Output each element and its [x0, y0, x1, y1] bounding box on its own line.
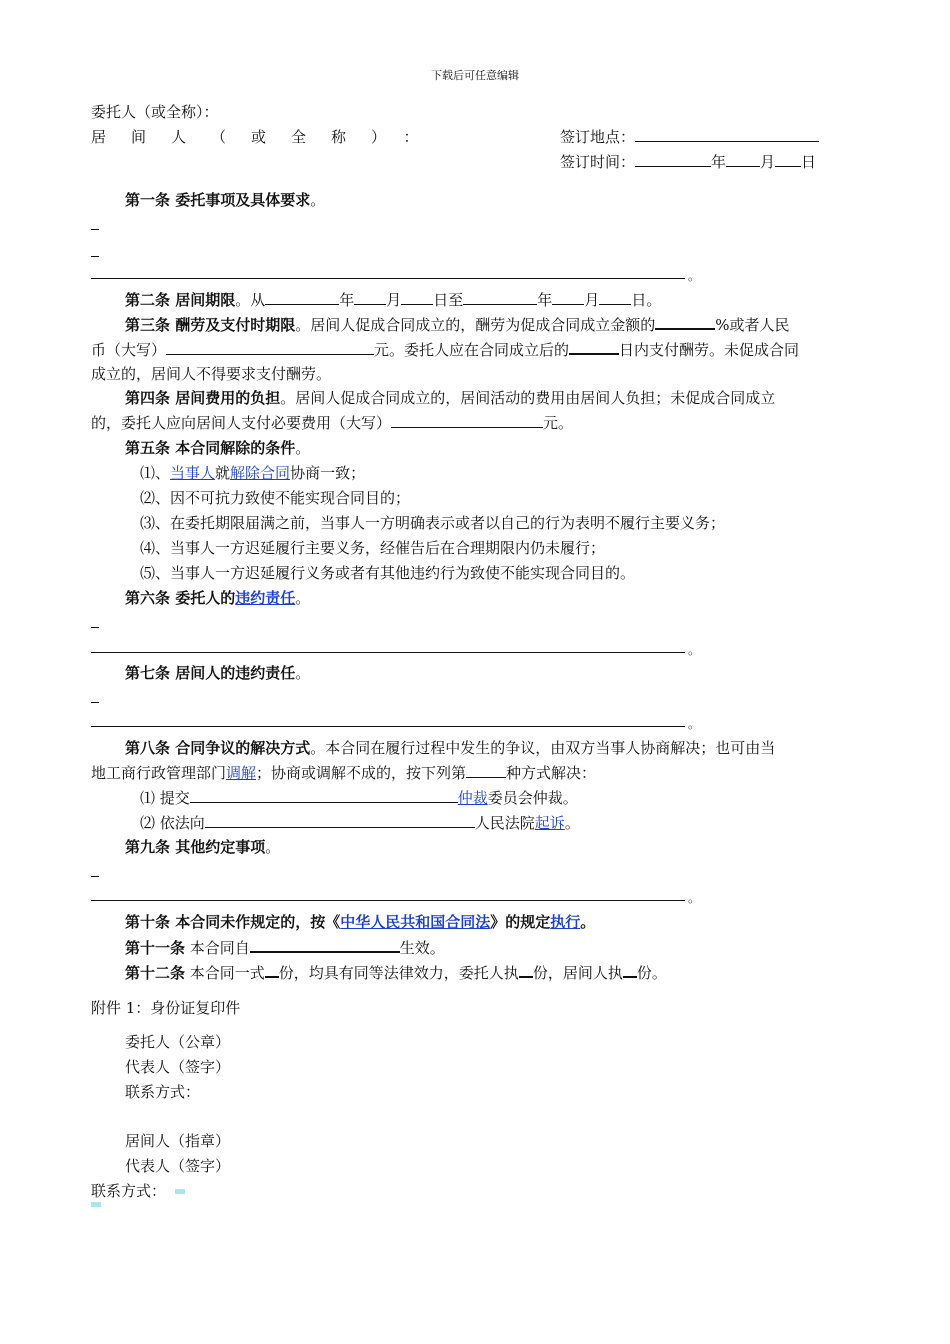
article-5-item-1 — [140, 462, 365, 483]
liability-link[interactable]: 违约责任 — [235, 589, 296, 607]
article-11-text-1: 本合同自 — [185, 939, 250, 957]
article-8-line-1 — [125, 737, 775, 758]
article-8-text-2: 地工商行政管理部门 — [91, 764, 227, 782]
start-month-label: 月 — [386, 291, 402, 309]
article-7-end: 。 — [295, 664, 311, 682]
article-1-dash-1 — [91, 229, 99, 230]
article-3-text-5: 日内支付酬劳。未促成合同 — [619, 341, 800, 359]
article-5-title: 第五条 本合同解除的条件 — [125, 439, 296, 457]
article-1-title: 第一条 委托事项及具体要求 — [125, 191, 311, 209]
article-9-dash — [91, 876, 99, 877]
article-12-text-2: 份，均具有同等法律效力，委托人执 — [278, 964, 519, 982]
article-2 — [125, 289, 661, 310]
arbitration-blank — [190, 787, 458, 803]
option-2-prefix: ⑵ 依法向 — [140, 814, 205, 832]
article-11-title: 第十一条 — [125, 939, 186, 957]
item-1-prefix: ⑴、 — [140, 464, 171, 482]
article-4-line-2 — [91, 412, 573, 433]
client-seal: 委托人（公章） — [125, 1033, 231, 1051]
article-6-title: 第六条 委托人的 — [125, 589, 236, 607]
article-5-item-2: ⑵、因不可抗力致使不能实现合同目的； — [140, 489, 411, 507]
article-9-title: 第九条 其他约定事项 — [125, 838, 266, 856]
contract-law-link[interactable]: 中华人民共和国合同法 — [340, 913, 491, 931]
article-1-end: 。 — [310, 191, 326, 209]
arbitration-link[interactable]: 仲裁 — [457, 789, 488, 807]
year-label: 年 — [711, 153, 727, 171]
day-blank — [775, 151, 801, 167]
end-day-label: 日。 — [631, 291, 662, 309]
article-4-line-1 — [125, 387, 775, 408]
article-4-title: 第四条 居间费用的负担 — [125, 389, 281, 407]
article-10 — [125, 911, 595, 932]
item-1-mid: 就 — [215, 464, 231, 482]
article-5-item-4: ⑷、当事人一方迟延履行主要义务，经催告后在合理期限内仍未履行； — [140, 539, 606, 557]
article-8-line-2 — [91, 762, 596, 783]
option-1-suffix: 委员会仲裁。 — [487, 789, 578, 807]
expense-blank — [391, 412, 543, 428]
highlight-mark-2 — [91, 1202, 101, 1207]
article-10-text-3: 。 — [580, 913, 596, 931]
article-7 — [125, 662, 310, 683]
article-3-line-1 — [125, 313, 790, 335]
article-12-text-4: 份。 — [636, 964, 667, 982]
article-12-text-3: 份，居间人执 — [532, 964, 623, 982]
article-7-line-end: 。 — [688, 717, 701, 731]
article-6 — [125, 587, 310, 608]
article-8-text-1: 。本合同在履行过程中发生的争议，由双方当事人协商解决；也可由当 — [310, 739, 776, 757]
broker-seal: 居间人（指章） — [125, 1132, 231, 1150]
client-representative: 代表人（签字） — [125, 1058, 231, 1076]
execute-link[interactable]: 执行 — [550, 913, 581, 931]
attachment-note: 附件 1：身份证复印件 — [91, 999, 241, 1017]
article-5-item-5: ⑸、当事人一方迟延履行义务或者有其他违约行为致使不能实现合同目的。 — [140, 564, 636, 582]
article-3-text-4: 元。委托人应在合同成立后的 — [374, 341, 570, 359]
option-2-mid: 人民法院 — [474, 814, 535, 832]
article-3-text-2: %或者人民 — [715, 316, 790, 334]
article-12 — [125, 961, 667, 983]
sign-place-blank — [635, 126, 819, 142]
article-10-text-2: 》的规定 — [490, 913, 551, 931]
article-7-line — [91, 726, 685, 727]
article-9 — [125, 836, 280, 857]
article-11-text-2: 生效。 — [399, 939, 445, 957]
end-day-blank — [599, 289, 631, 305]
article-2-title: 第二条 居间期限 — [125, 291, 236, 309]
option-1 — [140, 787, 578, 808]
start-year-blank — [265, 289, 339, 305]
end-year-label: 年 — [537, 291, 553, 309]
article-3-line-3: 成立的，居间人不得要求支付酬劳。 — [91, 365, 332, 383]
client-label: 委托人（或全称）： — [91, 103, 219, 121]
lawsuit-link[interactable]: 起诉 — [534, 814, 565, 832]
article-9-line — [91, 900, 685, 901]
start-day-label: 日至 — [433, 291, 464, 309]
article-5-end: 。 — [295, 439, 311, 457]
article-11 — [125, 936, 445, 958]
broker-copies-blank — [623, 961, 637, 978]
article-7-dash — [91, 702, 99, 703]
article-5 — [125, 437, 310, 458]
article-6-dash — [91, 627, 99, 628]
article-3-text-3: 币（大写） — [91, 341, 167, 359]
article-3-line-2 — [91, 338, 799, 360]
percent-blank — [655, 313, 715, 330]
day-label: 日 — [801, 153, 817, 171]
mediation-link[interactable]: 调解 — [226, 764, 257, 782]
article-10-text-1: 第十条 本合同未作规定的，按《 — [125, 913, 341, 931]
court-blank — [205, 812, 475, 828]
page-header: 下载后可任意编辑 — [431, 69, 519, 82]
client-contact: 联系方式： — [125, 1083, 201, 1101]
article-12-text-1: 本合同一式 — [185, 964, 265, 982]
article-8-text-3: ；协商或调解不成的，按下列第 — [256, 764, 467, 782]
article-4-text-1: 。居间人促成合同成立的，居间活动的费用由居间人负担；未促成合同成立 — [280, 389, 776, 407]
article-4-text-3: 元。 — [543, 414, 574, 432]
start-day-blank — [401, 289, 433, 305]
article-4-text-2: 的，委托人应向居间人支付必要费用（大写） — [91, 414, 392, 432]
broker-contact: 联系方式： — [91, 1182, 167, 1200]
article-8-text-4: 种方式解决： — [506, 764, 597, 782]
article-9-end: 。 — [265, 838, 281, 856]
option-2 — [140, 812, 580, 833]
end-year-blank — [463, 289, 537, 305]
year-blank — [635, 151, 711, 167]
article-1 — [125, 189, 325, 210]
option-2-end: 。 — [564, 814, 580, 832]
end-month-blank — [552, 289, 584, 305]
party-link[interactable]: 当事人 — [170, 464, 216, 482]
article-1-line-end: 。 — [688, 269, 701, 283]
article-6-line — [91, 652, 685, 653]
article-5-item-3: ⑶、在委托期限届满之前，当事人一方明确表示或者以自己的行为表明不履行主要义务； — [140, 514, 726, 532]
method-blank — [466, 762, 506, 778]
option-1-prefix: ⑴ 提交 — [140, 789, 190, 807]
article-6-end: 。 — [295, 589, 311, 607]
article-7-title: 第七条 居间人的违约责任 — [125, 664, 296, 682]
start-year-label: 年 — [339, 291, 355, 309]
sign-time-label: 签订时间： — [560, 153, 636, 171]
month-blank — [726, 151, 760, 167]
month-label: 月 — [760, 153, 776, 171]
end-month-label: 月 — [584, 291, 600, 309]
article-12-title: 第十二条 — [125, 964, 186, 982]
item-1-suffix: 协商一致； — [290, 464, 366, 482]
effective-blank — [250, 936, 400, 953]
sign-time — [560, 151, 816, 172]
days-blank — [569, 338, 619, 355]
broker-label: 居间人（或全称）： — [91, 128, 444, 146]
article-9-line-end: 。 — [688, 891, 701, 905]
sign-place — [560, 126, 819, 147]
article-3-text-1: 。居间人促成合同成立的，酬劳为促成合同成立金额的 — [295, 316, 656, 334]
client-copies-blank — [519, 961, 533, 978]
article-1-dash-2 — [91, 256, 99, 257]
article-6-line-end: 。 — [688, 643, 701, 657]
highlight-mark-1 — [175, 1189, 185, 1194]
article-2-from: 。从 — [235, 291, 266, 309]
copies-blank — [265, 961, 279, 978]
article-3-title: 第三条 酬劳及支付时期限 — [125, 316, 296, 334]
terminate-contract-link[interactable]: 解除合同 — [230, 464, 291, 482]
article-8-title: 第八条 合同争议的解决方式 — [125, 739, 311, 757]
sign-place-label: 签订地点： — [560, 128, 636, 146]
amount-blank — [166, 339, 374, 355]
article-1-line — [91, 278, 685, 279]
start-month-blank — [354, 289, 386, 305]
broker-representative: 代表人（签字） — [125, 1157, 231, 1175]
